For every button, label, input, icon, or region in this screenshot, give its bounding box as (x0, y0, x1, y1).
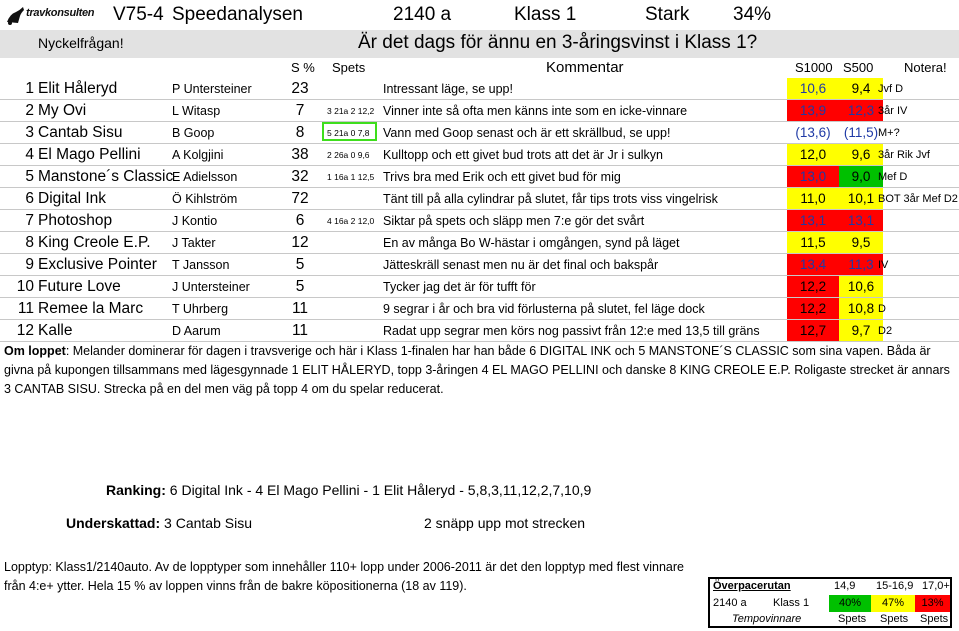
horse-name: Kalle (38, 322, 73, 339)
speed-s500: 10,6 (839, 276, 883, 297)
race-distance: 2140 a (393, 4, 452, 25)
start-percent: 11 (291, 300, 309, 317)
underrated-value: 3 Cantab Sisu (164, 515, 252, 531)
speed-s500: 9,4 (839, 78, 883, 99)
speed-s500: 13,1 (839, 210, 883, 231)
ranking-value: 6 Digital Ink - 4 El Mago Pellini - 1 Elit Håleryd - 5,8,3,11,12,2,7,10,9 (169, 482, 592, 498)
horse-name: King Creole E.P. (38, 234, 151, 251)
overpace-h1: 14,9 (834, 580, 856, 592)
horse-number: 8 (25, 234, 34, 251)
driver-name: B Goop (172, 126, 215, 140)
driver-name: J Kontio (172, 214, 218, 228)
speed-s1000: 12,2 (787, 276, 839, 297)
horse-name: Photoshop (38, 212, 113, 229)
driver-name: J Untersteiner (172, 280, 250, 294)
driver-name: T Jansson (172, 258, 230, 272)
horse-number: 11 (17, 300, 34, 317)
ranking-label: Ranking: (106, 482, 166, 498)
key-question-label: Nyckelfrågan! (38, 35, 124, 51)
table-row (0, 254, 959, 276)
horse-name: Manstone´s Classic (38, 168, 174, 185)
speed-s500: (11,5) (839, 122, 883, 143)
horse-number: 6 (25, 190, 34, 207)
start-percent: 12 (291, 234, 309, 251)
speed-s1000: 12,7 (787, 320, 839, 341)
race-title: Speedanalysen (172, 4, 303, 25)
speed-s1000: 12,2 (787, 298, 839, 319)
col-comment: Kommentar (546, 59, 624, 76)
overpace-v2: 47% (871, 595, 915, 612)
race-type-text: Lopptyp: Klass1/2140auto. Av de lopptyper som innehåller 110+ lopp under 2006-2011 är det den lopptyp med flest vinnare från 4:e+ ytter. Hela 15 % av loppen vinns från de bakre köpositionerna (18 av 119). (4, 560, 684, 593)
horse-number: 1 (25, 80, 34, 97)
col-note: Notera! (904, 60, 947, 75)
overpace-class: Klass 1 (773, 597, 810, 609)
driver-name: A Kolgjini (172, 148, 224, 162)
table-row (0, 78, 959, 100)
horse-number: 7 (25, 212, 34, 229)
horse-number: 10 (16, 278, 34, 295)
overpace-title: Överpacerutan (713, 580, 791, 592)
driver-name: Ö Kihlström (172, 192, 238, 206)
overpace-f1: Spets (838, 613, 867, 625)
horse-number: 2 (25, 102, 34, 119)
race-percent: 34% (733, 4, 772, 25)
horse-name: Elit Håleryd (38, 80, 118, 97)
note: IV (878, 259, 889, 271)
overpace-v1: 40% (829, 595, 871, 612)
speed-s1000: 10,6 (787, 78, 839, 99)
driver-name: T Uhrberg (172, 302, 229, 316)
speed-s1000: 11,0 (787, 188, 839, 209)
start-stats: 2 26a 0 9,6 (327, 150, 370, 160)
speed-s500: 9,7 (839, 320, 883, 341)
horse-number: 3 (25, 124, 34, 141)
race-summary (4, 342, 956, 399)
speed-s500: 9,0 (839, 166, 883, 187)
key-question-text: Är det dags för ännu en 3-åringsvinst i Klass 1? (358, 32, 758, 53)
underrated-note: 2 snäpp upp mot strecken (424, 515, 586, 531)
start-stats: 1 16a 1 12,5 (327, 172, 375, 182)
note: 3år IV (878, 105, 908, 117)
overpace-distance: 2140 a (713, 597, 747, 609)
col-pct: S % (291, 60, 315, 75)
underrated (66, 515, 252, 531)
table-row (0, 210, 959, 232)
note: D2 (878, 325, 893, 337)
key-question-band (0, 30, 959, 58)
start-stats: 3 21a 2 12,2 (327, 106, 375, 116)
ranking (106, 482, 591, 498)
speed-s500: 9,5 (839, 232, 883, 253)
overpace-footer: Tempovinnare (732, 613, 802, 625)
start-stats: 5 21a 0 7,8 (327, 128, 370, 138)
table-row (0, 298, 959, 320)
table-row (0, 232, 959, 254)
column-header (0, 59, 959, 77)
table-row (0, 166, 959, 188)
speed-s500: 11,3 (839, 254, 883, 275)
speed-s1000: 13,1 (787, 210, 839, 231)
comment: Vann med Goop senast och är ett skrällbud, se upp! (383, 126, 671, 140)
start-percent: 7 (295, 102, 305, 119)
speed-s500: 12,3 (839, 100, 883, 121)
start-percent: 6 (295, 212, 305, 229)
driver-name: E Adielsson (172, 170, 238, 184)
driver-name: D Aarum (172, 324, 221, 338)
table-row (0, 320, 959, 342)
horse-number: 5 (25, 168, 34, 185)
table-row (0, 276, 959, 298)
note: Mef D (878, 171, 908, 183)
overpace-f3: Spets (920, 613, 949, 625)
overpace-box (708, 577, 952, 628)
overpace-h2: 15-16,9 (876, 580, 914, 592)
speed-s1000: 13,0 (787, 166, 839, 187)
start-percent: 32 (291, 168, 309, 185)
table-row (0, 188, 959, 210)
highlight-box (322, 122, 377, 141)
speed-s1000: (13,6) (787, 122, 839, 143)
horse-name: Cantab Sisu (38, 124, 123, 141)
table-row (0, 100, 959, 122)
comment: 9 segrar i år och bra vid förlusterna på slutet, fel läge dock (383, 302, 705, 316)
race-header (0, 2, 959, 28)
comment: Tänt till på alla cylindrar på slutet, får tips trots viss vingelrisk (383, 192, 718, 206)
comment: Kulltopp och ett givet bud trots att det är Jr i sulkyn (383, 148, 664, 162)
comment: Vinner inte så ofta men känns inte som en icke-vinnare (383, 104, 688, 118)
start-percent: 5 (295, 278, 305, 295)
col-s1000: S1000 (795, 60, 833, 75)
note: 3år Rik Jvf (878, 149, 930, 161)
horse-name: El Mago Pellini (38, 146, 141, 163)
table-row (0, 122, 959, 144)
note: D (878, 303, 886, 315)
driver-name: J Takter (172, 236, 216, 250)
start-percent: 11 (291, 322, 309, 339)
start-stats: 4 16a 2 12,0 (327, 216, 375, 226)
horse-number: 9 (25, 256, 34, 273)
speed-s500: 10,1 (839, 188, 883, 209)
comment: En av många Bo W-hästar i omgången, synd på läget (383, 236, 680, 250)
comment: Tycker jag det är för tufft för (383, 280, 536, 294)
start-percent: 5 (295, 256, 305, 273)
speed-s500: 9,6 (839, 144, 883, 165)
start-percent: 23 (291, 80, 309, 97)
race-class: Klass 1 (514, 4, 577, 25)
comment: Radat upp segrar men körs nog passivt från 12:e med 13,5 till gräns (383, 324, 760, 338)
driver-name: P Untersteiner (172, 82, 252, 96)
col-s500: S500 (843, 60, 874, 75)
start-percent: 38 (291, 146, 309, 163)
start-percent: 72 (291, 190, 309, 207)
summary-text: : Melander dominerar för dagen i travsverige och här i Klass 1-finalen har han både 6 DIGITAL INK och 5 MANSTONE´S CLASSIC som sina vapen. Båda är givna på kupongen tillsammans med lägesgynnade 1 ELIT HÅLERYD, topp 3-åringen 4 EL MAGO PELLINI och danske 8 KING CREOLE E.P. Roligaste strecket är annars 3 CANTAB SISU. Strecka på en del men väg på topp 4 om du spelar reducerat. (4, 344, 950, 396)
horse-name: Exclusive Pointer (38, 256, 157, 273)
horse-number: 12 (16, 322, 34, 339)
summary-label: Om loppet (4, 344, 66, 358)
overpace-h3: 17,0+ (922, 580, 950, 592)
note: BOT 3år Mef D2 (878, 193, 958, 205)
horse-name: My Ovi (38, 102, 87, 119)
logo-text: travkonsulten (26, 7, 95, 19)
horse-number: 4 (25, 146, 34, 163)
speed-s1000: 12,0 (787, 144, 839, 165)
note: M+? (878, 127, 900, 139)
race-code: V75-4 (113, 4, 164, 25)
horse-name: Digital Ink (38, 190, 107, 207)
speed-s1000: 13,4 (787, 254, 839, 275)
overpace-v3: 13% (915, 595, 950, 612)
horse-name: Future Love (38, 278, 121, 295)
horse-name: Remee la Marc (38, 300, 144, 317)
comment: Siktar på spets och släpp men 7:e gör det svårt (383, 214, 645, 228)
speed-s500: 10,8 (839, 298, 883, 319)
table-row (0, 144, 959, 166)
comment: Jätteskräll senast men nu är det final och bakspår (383, 258, 659, 272)
speed-s1000: 13,9 (787, 100, 839, 121)
col-start: Spets (332, 60, 366, 75)
underrated-label: Underskattad: (66, 515, 161, 531)
race-rating: Stark (645, 4, 690, 25)
speed-s1000: 11,5 (787, 232, 839, 253)
comment: Trivs bra med Erik och ett givet bud för mig (383, 170, 621, 184)
comment: Intressant läge, se upp! (383, 82, 513, 96)
overpace-f2: Spets (880, 613, 909, 625)
note: Jvf D (878, 83, 904, 95)
start-percent: 8 (295, 124, 305, 141)
driver-name: L Witasp (172, 104, 221, 118)
